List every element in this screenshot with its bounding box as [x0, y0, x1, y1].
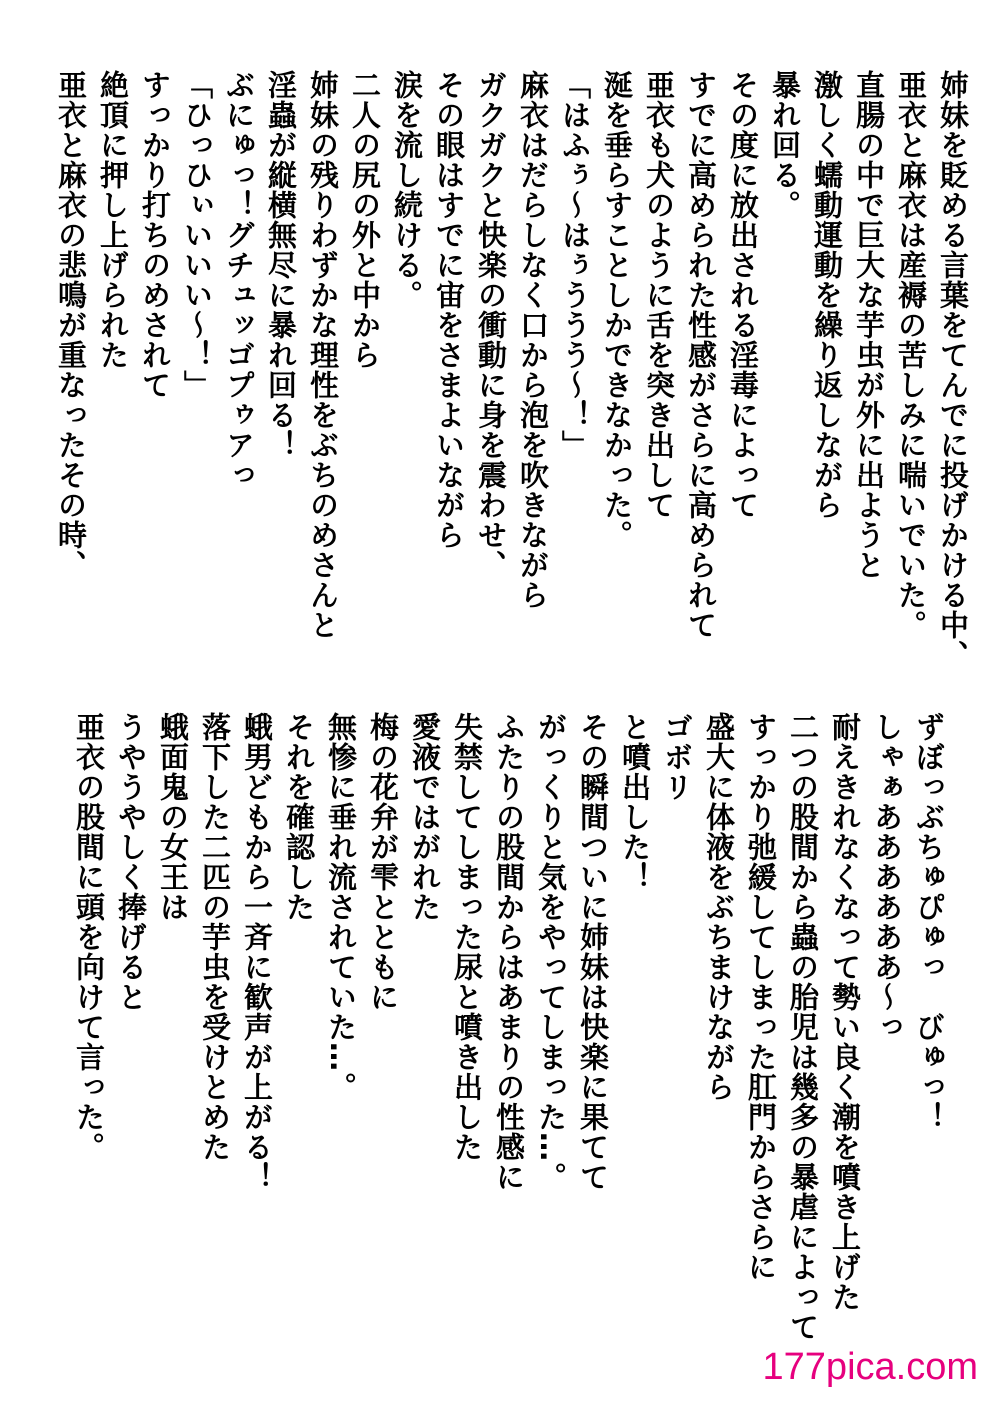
lower-narration-line: 愛液ではがれた	[408, 712, 442, 922]
upper-narration-line: 亜衣も犬のように舌を突き出して	[642, 70, 676, 520]
upper-narration-line: 亜衣と麻衣は産褥の苦しみに喘いでいた。	[894, 70, 928, 640]
lower-narration-line: がっくりと気をやってしまった…。	[534, 712, 568, 1192]
upper-narration-line: 亜衣と麻衣の悲鳴が重なったその時、	[54, 70, 88, 580]
lower-narration-line: うやうやしく捧げると	[114, 712, 148, 1012]
upper-narration-line: 姉妹の残りわずかな理性をぶちのめさんと	[306, 70, 340, 640]
lower-narration-line: それを確認した	[282, 712, 316, 922]
upper-narration-line: 激しく蠕動運動を繰り返しながら	[810, 70, 844, 520]
lower-narration-line: その瞬間ついに姉妹は快楽に果てて	[576, 712, 610, 1192]
upper-narration-line: 「はふぅ～はぅううう～！」	[558, 70, 592, 460]
lower-narration-line: ゴボリ	[660, 712, 694, 802]
upper-narration-line: 直腸の中で巨大な芋虫が外に出ようと	[852, 70, 886, 580]
lower-narration-line: 無惨に垂れ流されていた…。	[324, 712, 358, 1102]
upper-narration-line: 姉妹を貶める言葉をてんでに投げかける中、	[936, 70, 970, 670]
lower-narration-line: 落下した二匹の芋虫を受けとめた	[198, 712, 232, 1162]
lower-narration-line: 二つの股間から蟲の胎児は幾多の暴虐によって	[786, 712, 820, 1342]
upper-narration-line: すでに高められた性感がさらに高められて	[684, 70, 718, 640]
lower-narration-line: ふたりの股間からはあまりの性感に	[492, 712, 526, 1192]
upper-narration-line: ぶにゅっ！グチュッゴプゥアっ	[222, 70, 256, 490]
lower-narration-line: 蛾男どもから一斉に歓声が上がる！	[240, 712, 274, 1192]
narration-block-lower	[68, 712, 950, 1342]
narration-block-upper	[50, 70, 974, 670]
upper-narration-line: 淫蟲が縦横無尽に暴れ回る！	[264, 70, 298, 460]
lower-narration-line: ずぼっぶちゅぴゅっ びゅっ！	[912, 712, 946, 1132]
upper-narration-line: その眼はすでに宙をさまよいながら	[432, 70, 466, 550]
upper-narration-line: 暴れ回る。	[768, 70, 802, 220]
lower-narration-line: 蛾面鬼の女王は	[156, 712, 190, 922]
site-watermark: 177pica.com	[762, 1346, 978, 1388]
lower-narration-line: 梅の花弁が雫とともに	[366, 712, 400, 1012]
upper-narration-line: 麻衣はだらしなく口から泡を吹きながら	[516, 70, 550, 610]
lower-narration-line: 耐えきれなくなって勢い良く潮を噴き上げた	[828, 712, 862, 1312]
upper-narration-line: 「ひっひぃいいい～！」	[180, 70, 214, 400]
upper-narration-line: 絶頂に押し上げられた	[96, 70, 130, 370]
lower-narration-line: と噴出した！	[618, 712, 652, 892]
lower-narration-line: すっかり弛緩してしまった肛門からさらに	[744, 712, 778, 1282]
upper-narration-line: 涙を流し続ける。	[390, 70, 424, 310]
upper-narration-line: ガクガクと快楽の衝動に身を震わせ、	[474, 70, 508, 580]
lower-narration-line: しゃぁああああああ～っ	[870, 712, 904, 1042]
lower-narration-line: 亜衣の股間に頭を向けて言った。	[72, 712, 106, 1162]
upper-narration-line: 涎を垂らすことしかできなかった。	[600, 70, 634, 550]
upper-narration-line: 二人の尻の外と中から	[348, 70, 382, 370]
upper-narration-line: すっかり打ちのめされて	[138, 70, 172, 400]
lower-narration-line: 盛大に体液をぶちまけながら	[702, 712, 736, 1102]
upper-narration-line: その度に放出される淫毒によって	[726, 70, 760, 520]
lower-narration-line: 失禁してしまった尿と噴き出した	[450, 712, 484, 1162]
